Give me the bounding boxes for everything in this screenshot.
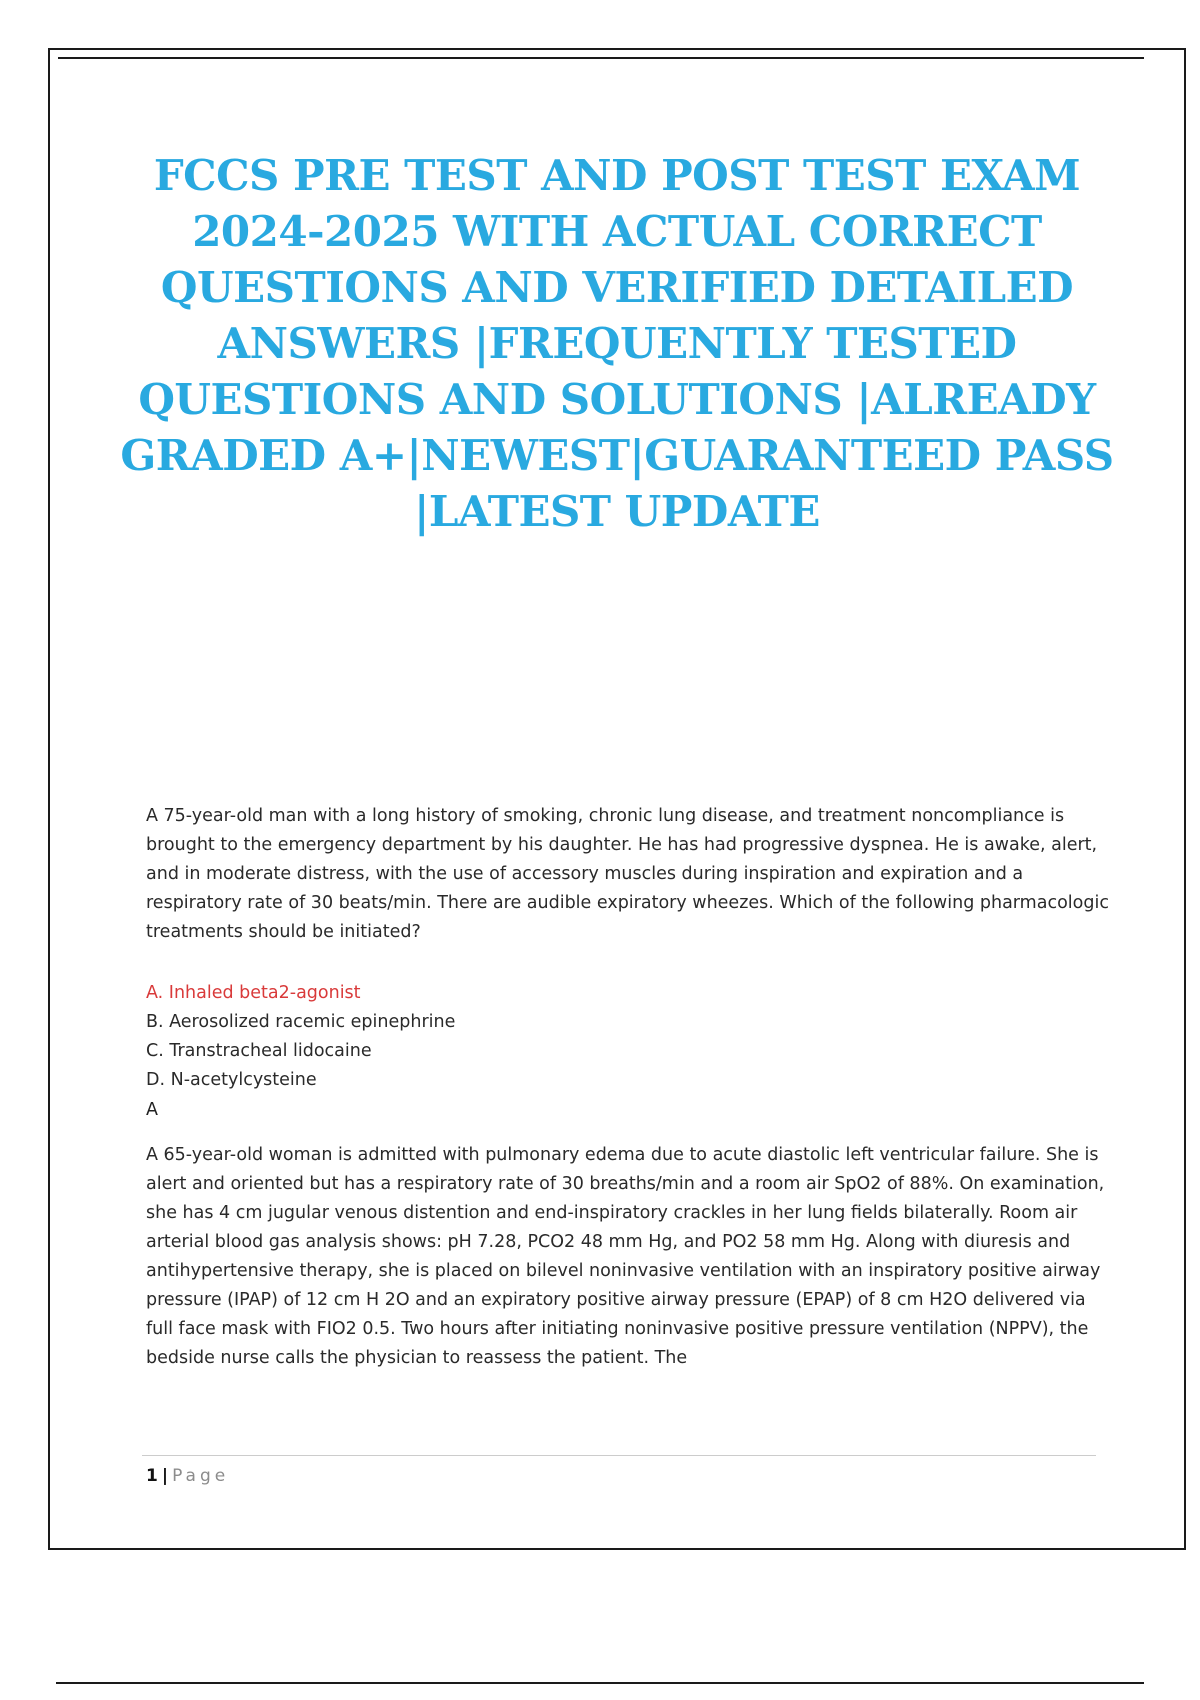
option-a: A. Inhaled beta2-agonist (146, 983, 361, 1003)
bottom-rule (56, 1682, 1144, 1684)
page-frame (48, 48, 1186, 1550)
footer-rule (142, 1455, 1096, 1456)
option-d: D. N-acetylcysteine (146, 1070, 317, 1090)
option-b: B. Aerosolized racemic epinephrine (146, 1012, 456, 1032)
question-1-text: A 75-year-old man with a long history of smoking, chronic lung disease, and treatment noncompliance is brought to the emergency department by his daughter. He has had progressive dyspnea. He is awake, alert, and in moderate distress, with the use of accessory muscles during inspiration and expiration and a respiratory rate of 30 beats/min. There are audible expiratory wheezes. Which of the following pharmacologic treatments should be initiated? (146, 806, 1109, 942)
page-label: Page (172, 1466, 230, 1486)
page-number: 1 (146, 1466, 158, 1486)
page-footer (146, 1464, 229, 1488)
option-c: C. Transtracheal lidocaine (146, 1041, 372, 1061)
question-1-options (146, 979, 455, 1095)
question-2-text: A 65-year-old woman is admitted with pulmonary edema due to acute diastolic left ventricular failure. She is alert and oriented but has a respiratory rate of 30 breaths/min and a room air SpO2 of 88%. On examination, she has 4 cm jugular venous distention and end-inspiratory crackles in her lung fields bilaterally. Room air arterial blood gas analysis shows: pH 7.28, PCO2 48 mm Hg, and PO2 58 mm Hg. Along with diuresis and antihypertensive therapy, she is placed on bilevel noninvasive ventilation with an inspiratory positive airway pressure (IPAP) of 12 cm H 2O and an expiratory positive airway pressure (EPAP) of 8 cm H2O delivered via full face mask with FIO2 0.5. Two hours after initiating noninvasive positive pressure ventilation (NPPV), the bedside nurse calls the physician to reassess the patient. The (146, 1145, 1105, 1368)
question-1-answer: A (146, 1100, 158, 1120)
footer-separator: | (161, 1466, 169, 1486)
top-rule (58, 57, 1144, 59)
document-title: FCCS PRE TEST AND POST TEST EXAM 2024-2025 WITH ACTUAL CORRECT QUESTIONS AND VERIFIED DETAILED ANSWERS |FREQUENTLY TESTED QUESTIONS AND SOLUTIONS |ALREADY GRADED A+|NEWEST|GUARANTEED PASS |LATEST UPDATE (120, 151, 1114, 536)
